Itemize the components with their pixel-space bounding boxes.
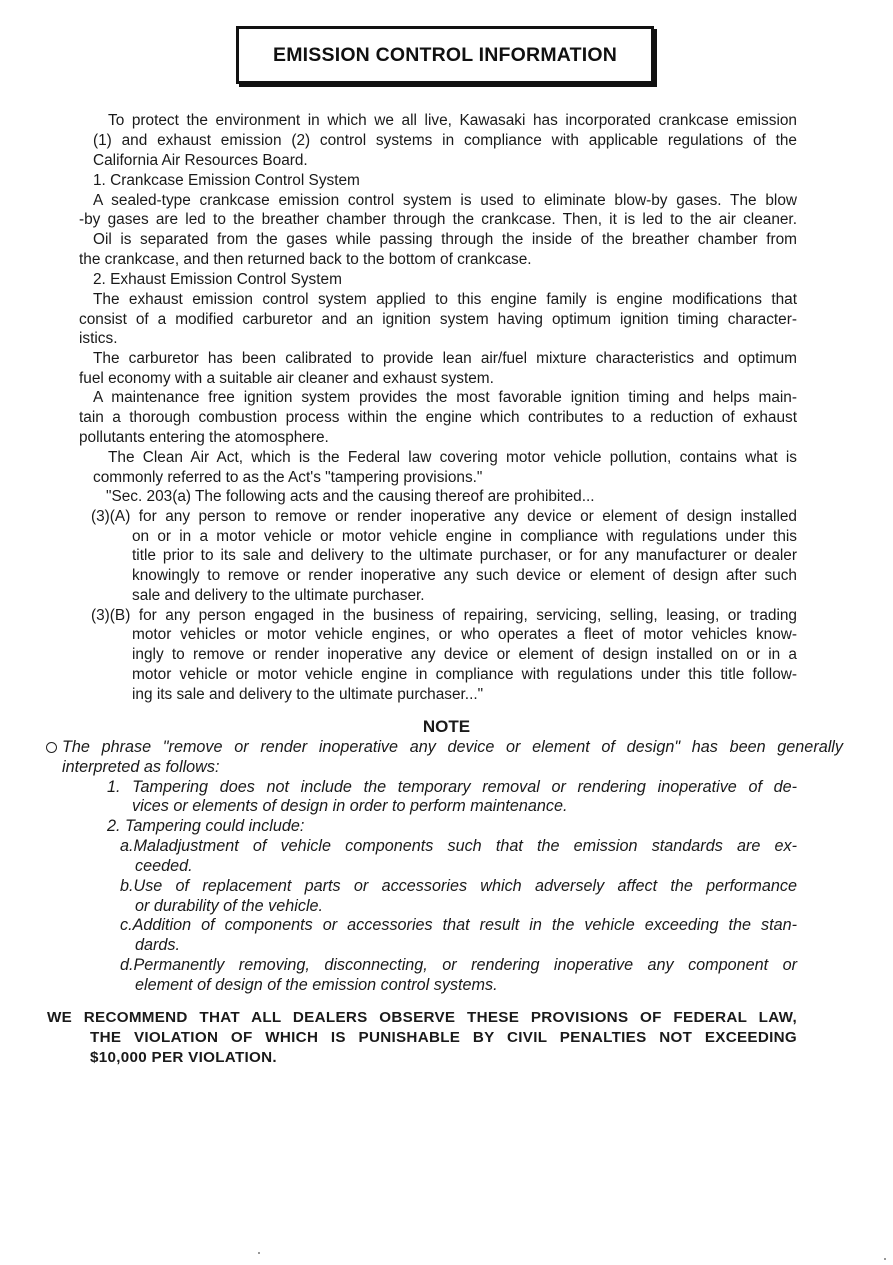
scan-speck xyxy=(884,1258,886,1260)
note-item-2a-cont: ceeded. xyxy=(135,857,193,875)
provision-a-line: (3)(A) for any person to remove or render inoperative any device or element of design installed xyxy=(91,508,797,525)
page-title: EMISSION CONTROL INFORMATION xyxy=(273,43,617,66)
section-2-line: istics. xyxy=(79,330,118,347)
page-title-box xyxy=(236,26,654,84)
section-1-heading: 1. Crankcase Emission Control System xyxy=(93,172,360,189)
section-2-line: fuel economy with a suitable air cleaner and exhaust system. xyxy=(79,370,494,387)
section-1-line: -by gases are led to the breather chamber through the crankcase. Then, it is led to the air cleaner. xyxy=(79,211,797,228)
provision-b-line: motor vehicles or motor vehicle engines, or who operates a fleet of motor vehicles know- xyxy=(132,626,797,643)
section-1-line: Oil is separated from the gases while passing through the inside of the breather chamber from xyxy=(93,231,797,248)
section-2-line: pollutants entering the atomosphere. xyxy=(79,429,329,446)
clean-air-act-line: commonly referred to as the Act's "tampering provisions." xyxy=(93,469,483,486)
provision-a-line: title prior to its sale and delivery to the ultimate purchaser, or for any manufacturer or dealer xyxy=(132,547,797,564)
note-item-2c: c.Addition of components or accessories that result in the vehicle exceeding the stan- xyxy=(120,916,797,934)
note-item-1-cont: vices or elements of design in order to perform maintenance. xyxy=(132,797,568,815)
note-item-2d: d.Permanently removing, disconnecting, or rendering inoperative any component or xyxy=(120,956,797,974)
note-item-2d-cont: element of design of the emission control systems. xyxy=(135,976,498,994)
note-line: interpreted as follows: xyxy=(62,758,220,776)
scan-speck xyxy=(258,1252,260,1254)
note-item-2a: a.Maladjustment of vehicle components such that the emission standards are ex- xyxy=(120,837,797,855)
provision-a-line: knowingly to remove or render inoperative any such device or element of design after such xyxy=(132,567,797,584)
note-item-2: 2. Tampering could include: xyxy=(107,817,305,835)
clean-air-act-line: The Clean Air Act, which is the Federal law covering motor vehicle pollution, contains what is xyxy=(108,449,797,466)
clean-air-act-line: "Sec. 203(a) The following acts and the causing thereof are prohibited... xyxy=(106,488,595,505)
intro-line: (1) and exhaust emission (2) control systems in compliance with applicable regulations of the xyxy=(93,132,797,149)
section-2-line: tain a thorough combustion process within the engine which contributes to a reduction of exhaust xyxy=(79,409,797,426)
intro-line: To protect the environment in which we all live, Kawasaki has incorporated crankcase emission xyxy=(108,112,797,129)
provision-a-line: on or in a motor vehicle or motor vehicle engine in compliance with regulations under this xyxy=(132,528,797,545)
provision-b-line: ingly to remove or render inoperative any device or element of design installed on or in a xyxy=(132,646,797,663)
provision-b-line: motor vehicle or motor vehicle engine in compliance with regulations under this title follow- xyxy=(132,666,797,683)
note-item-2c-cont: dards. xyxy=(135,936,180,954)
section-2-line: A maintenance free ignition system provides the most favorable ignition timing and helps main- xyxy=(93,389,797,406)
section-2-line: consist of a modified carburetor and an ignition system having optimum ignition timing character- xyxy=(79,311,797,328)
section-2-line: The exhaust emission control system applied to this engine family is engine modifications that xyxy=(93,291,797,308)
section-2-heading: 2. Exhaust Emission Control System xyxy=(93,271,342,288)
section-2-line: The carburetor has been calibrated to provide lean air/fuel mixture characteristics and optimum xyxy=(93,350,797,367)
section-1-line: A sealed-type crankcase emission control system is used to eliminate blow-by gases. The blow xyxy=(93,192,797,209)
section-1-line: the crankcase, and then returned back to the bottom of crankcase. xyxy=(79,251,532,268)
provision-b-line: (3)(B) for any person engaged in the business of repairing, servicing, selling, leasing, or trading xyxy=(91,607,797,624)
warning-line: THE VIOLATION OF WHICH IS PUNISHABLE BY CIVIL PENALTIES NOT EXCEEDING xyxy=(90,1029,797,1046)
note-line: The phrase "remove or render inoperative any device or element of design" has been generally xyxy=(62,738,843,756)
note-heading: NOTE xyxy=(422,717,471,736)
provision-a-line: sale and delivery to the ultimate purchaser. xyxy=(132,587,425,604)
circle-bullet-icon xyxy=(46,742,57,753)
warning-line: WE RECOMMEND THAT ALL DEALERS OBSERVE THESE PROVISIONS OF FEDERAL LAW, xyxy=(47,1009,797,1026)
note-item-2b: b.Use of replacement parts or accessories which adversely affect the performance xyxy=(120,877,797,895)
intro-line: California Air Resources Board. xyxy=(93,152,308,169)
warning-line: $10,000 PER VIOLATION. xyxy=(90,1049,277,1066)
note-item-2b-cont: or durability of the vehicle. xyxy=(135,897,324,915)
note-item-1: 1. Tampering does not include the temporary removal or rendering inoperative of de- xyxy=(107,778,797,796)
provision-b-line: ing its sale and delivery to the ultimate purchaser..." xyxy=(132,686,484,703)
